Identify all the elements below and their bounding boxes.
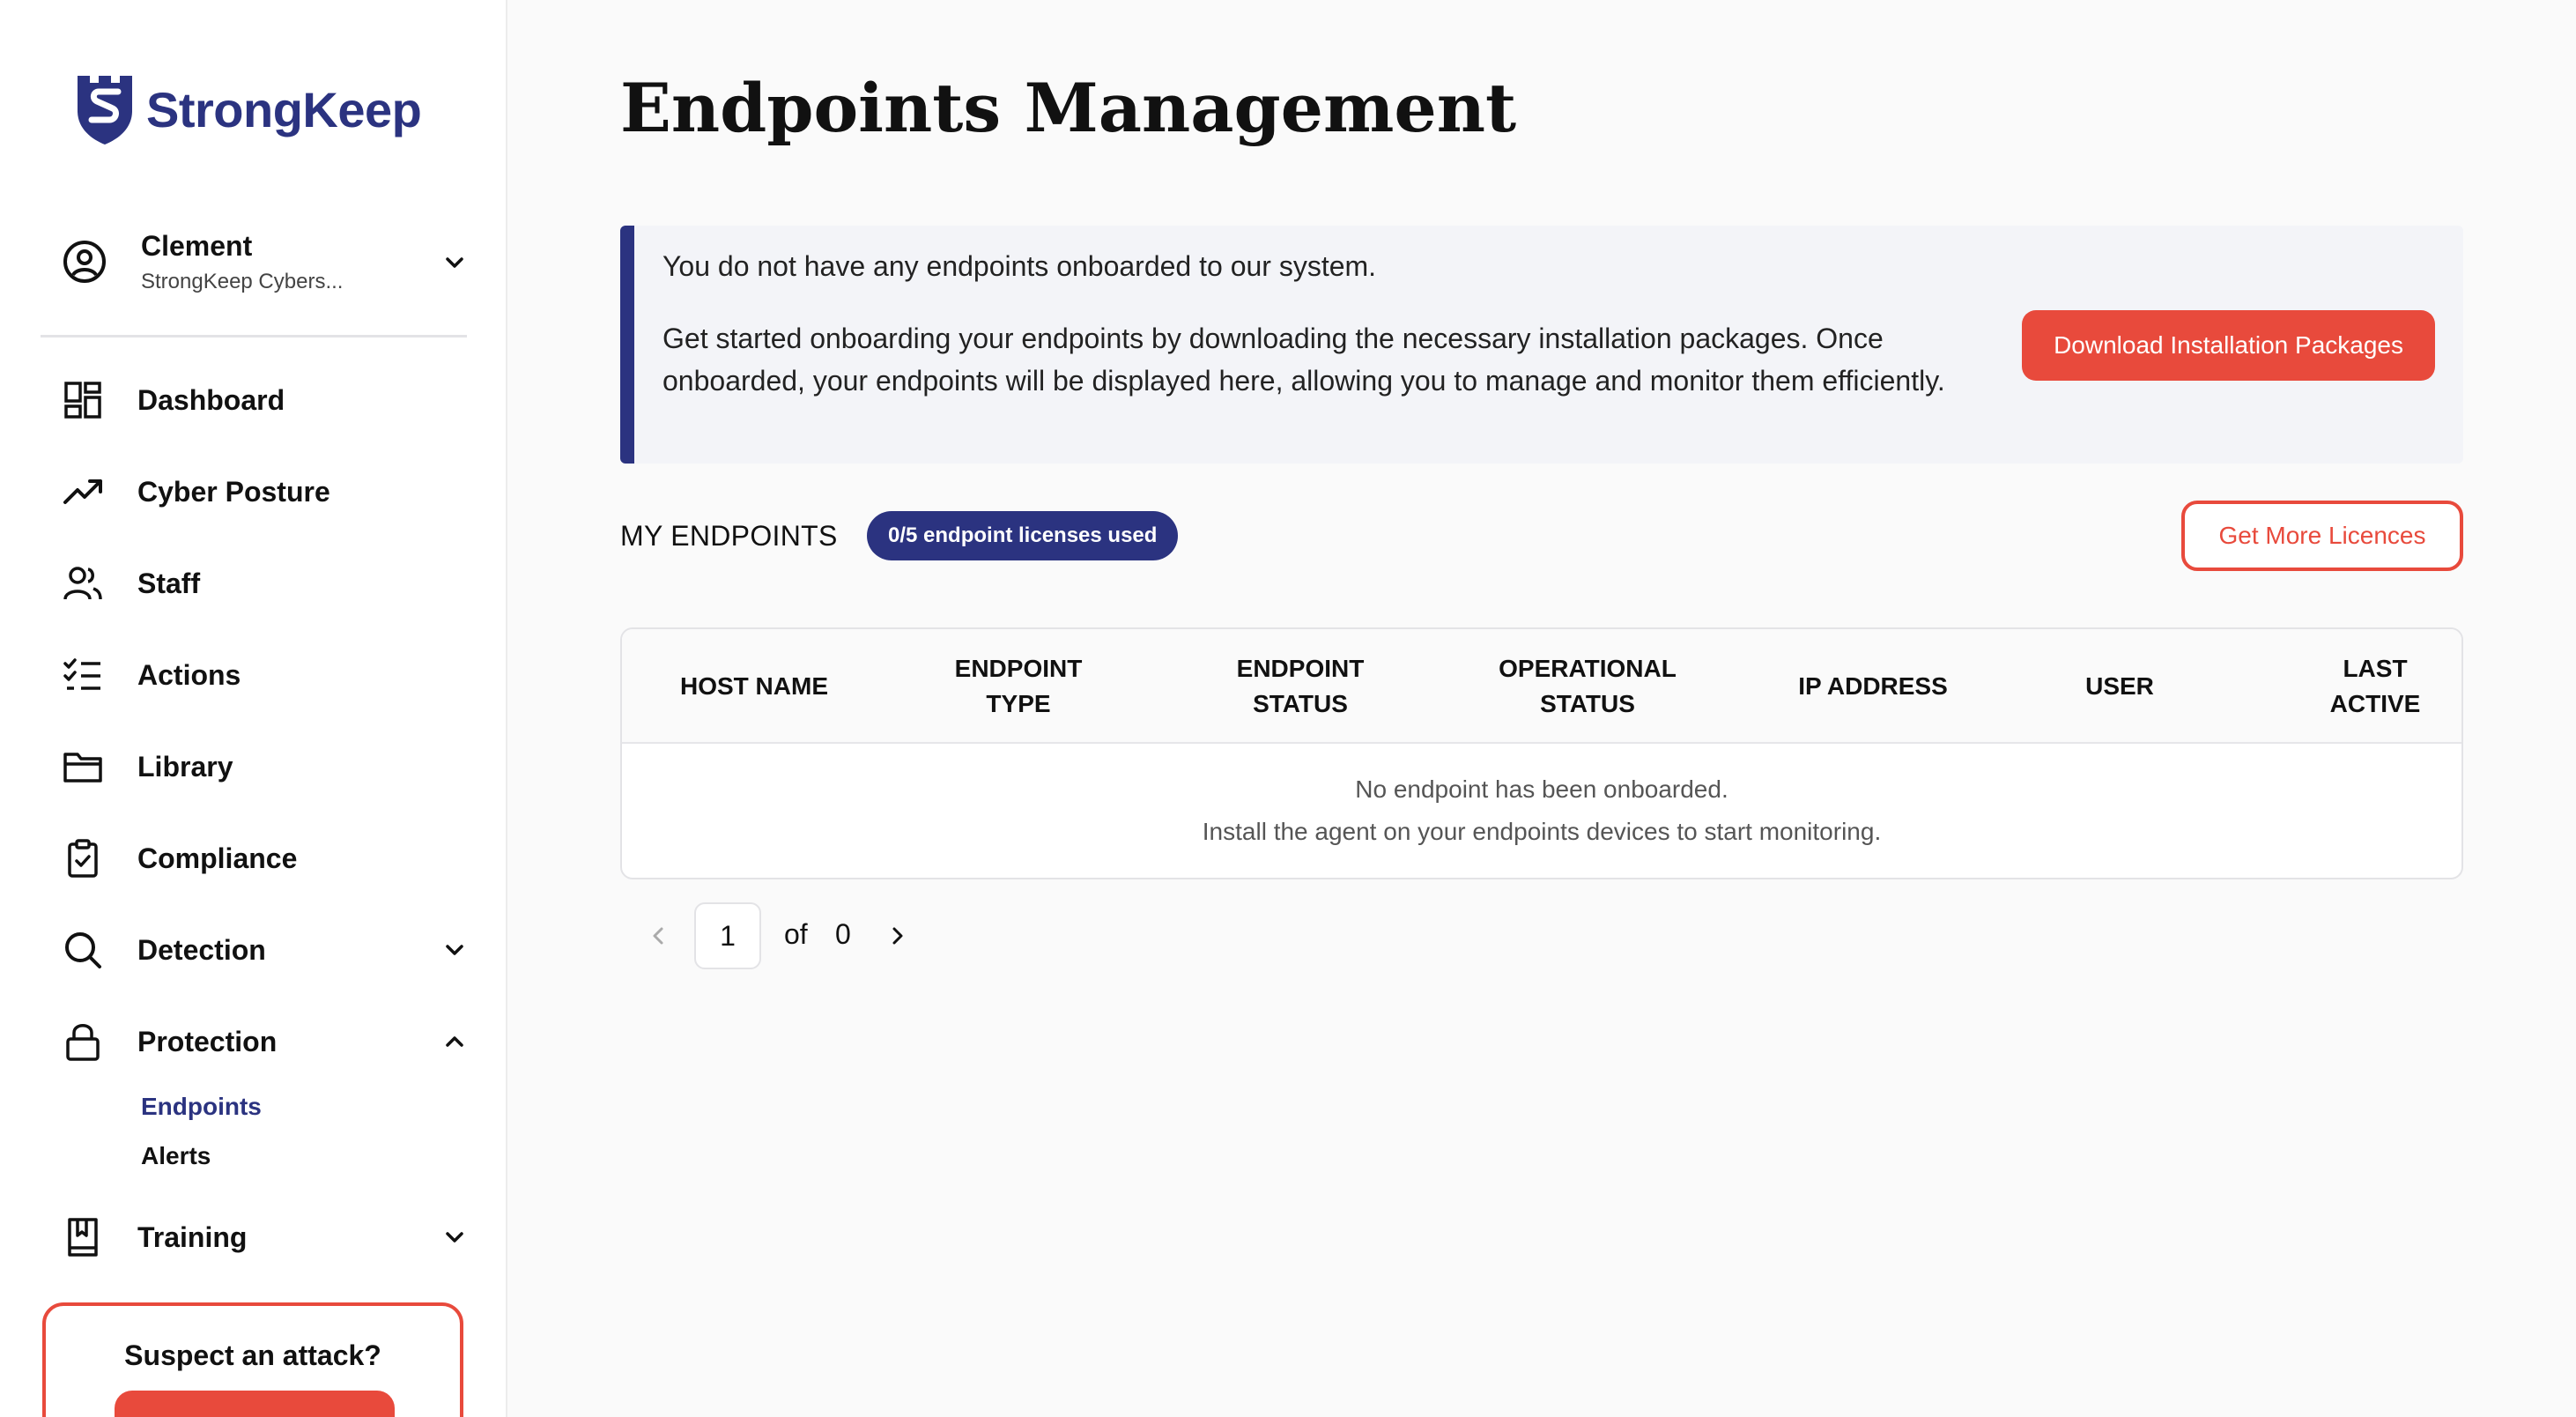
users-icon — [62, 562, 104, 605]
download-packages-button[interactable]: Download Installation Packages — [2022, 310, 2435, 381]
chevron-down-icon[interactable] — [442, 1225, 467, 1250]
sidebar-item-actions[interactable] — [62, 649, 467, 701]
get-more-licences-button[interactable]: Get More Licences — [2181, 501, 2463, 571]
user-menu[interactable] — [62, 222, 467, 301]
trending-up-icon — [62, 471, 104, 513]
checklist-icon — [62, 654, 104, 696]
chevron-down-icon[interactable] — [442, 250, 467, 275]
lock-icon — [62, 1020, 104, 1063]
column-header[interactable]: HOST NAME — [680, 672, 828, 700]
clipboard-check-icon — [62, 837, 104, 879]
chevron-down-icon[interactable] — [442, 938, 467, 962]
sidebar-item-label: Staff — [137, 567, 201, 599]
sidebar-item-training[interactable] — [62, 1211, 467, 1264]
sidebar-item-cyber-posture[interactable] — [62, 465, 467, 518]
current-page-input[interactable]: 1 — [694, 902, 761, 969]
sidebar-divider — [41, 335, 467, 338]
pagination-of-label: of — [784, 918, 808, 950]
column-header[interactable]: OPERATIONAL STATUS — [1499, 655, 1677, 717]
chevron-left-icon[interactable] — [647, 924, 671, 948]
column-header[interactable]: USER — [2085, 672, 2154, 700]
column-header[interactable]: ENDPOINT STATUS — [1236, 655, 1365, 717]
user-name: Clement — [141, 229, 253, 262]
sidebar-item-label: Dashboard — [137, 383, 285, 416]
table-header — [622, 629, 2461, 744]
section-title: MY ENDPOINTS — [620, 520, 838, 552]
folder-icon — [62, 746, 104, 788]
shield-logo-icon — [74, 72, 136, 146]
column-header[interactable]: IP ADDRESS — [1798, 672, 1948, 700]
onboarding-banner — [620, 226, 2463, 464]
chevron-right-icon[interactable] — [885, 924, 909, 948]
sidebar-subitem-endpoints[interactable]: Endpoints — [141, 1093, 262, 1120]
chevron-up-icon[interactable] — [442, 1029, 467, 1054]
sidebar-item-staff[interactable] — [62, 557, 467, 610]
search-icon — [62, 929, 104, 971]
book-icon — [62, 1216, 104, 1258]
sidebar-item-label: Library — [137, 750, 233, 783]
dashboard-icon — [62, 379, 104, 421]
suspect-attack-card — [42, 1302, 463, 1417]
sidebar-item-library[interactable] — [62, 740, 467, 793]
sidebar-item-label: Detection — [137, 933, 266, 966]
banner-description: Get started onboarding your endpoints by downloading the necessary installation packages. Once onboarded, your endpoints will be displayed here, allowing you to manage and monitor them efficiently. — [663, 323, 1945, 397]
column-header[interactable]: ENDPOINT TYPE — [954, 655, 1083, 717]
pagination — [620, 902, 973, 969]
total-pages: 0 — [835, 918, 851, 950]
license-usage-badge: 0/5 endpoint licenses used — [867, 511, 1178, 560]
page-title: Endpoints Management — [620, 69, 1517, 147]
sidebar-item-protection[interactable] — [62, 1015, 467, 1068]
column-header[interactable]: LAST ACTIVE — [2329, 655, 2421, 717]
banner-message: You do not have any endpoints onboarded to our system. — [663, 250, 1377, 282]
endpoints-table — [620, 627, 2463, 879]
sidebar — [0, 0, 507, 1417]
sidebar-item-label: Actions — [137, 658, 241, 691]
main-content — [509, 0, 2576, 1417]
sidebar-item-dashboard[interactable] — [62, 374, 467, 427]
sidebar-item-detection[interactable] — [62, 924, 467, 976]
empty-state-title: No endpoint has been onboarded. — [1355, 775, 1728, 803]
brand-name: StrongKeep — [146, 81, 422, 137]
sidebar-item-label: Protection — [137, 1025, 278, 1057]
suspect-attack-title: Suspect an attack? — [124, 1339, 381, 1371]
user-circle-icon — [62, 239, 107, 285]
user-org: StrongKeep Cybers... — [141, 269, 344, 293]
sidebar-subitem-alerts[interactable]: Alerts — [141, 1142, 211, 1169]
brand-logo[interactable] — [74, 72, 421, 146]
sidebar-item-label: Cyber Posture — [137, 475, 330, 508]
report-attack-button[interactable] — [115, 1391, 395, 1417]
empty-state-description: Install the agent on your endpoints devices to start monitoring. — [1202, 818, 1882, 845]
sidebar-item-label: Training — [137, 1220, 248, 1253]
sidebar-item-label: Compliance — [137, 842, 298, 874]
sidebar-item-compliance[interactable] — [62, 832, 467, 885]
